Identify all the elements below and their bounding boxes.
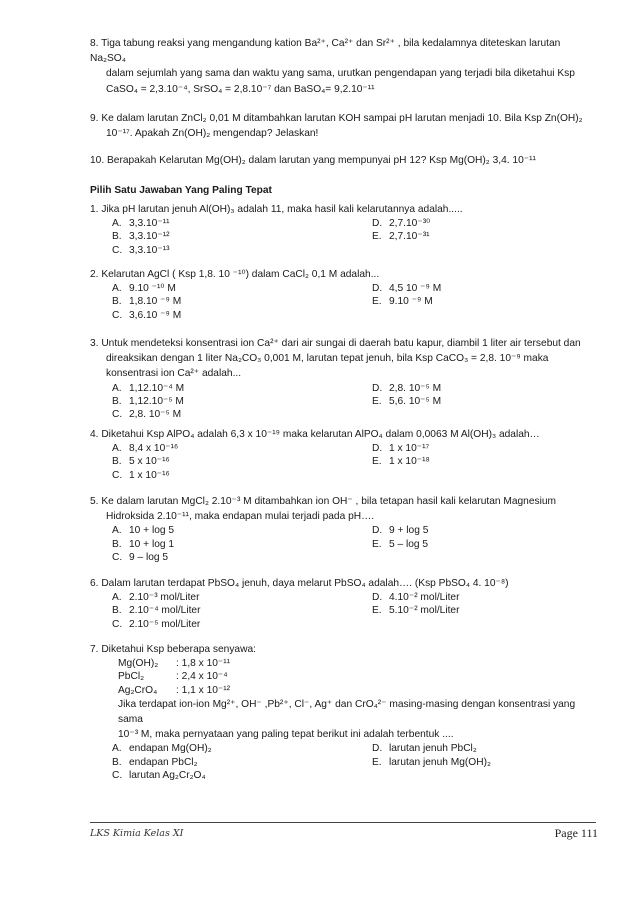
mc-6-stem: 6. Dalam larutan terdapat PbSO₄ jenuh, daya melarut PbSO₄ adalah…. (Ksp PbSO₄ 4. 10⁻⁸) [90, 578, 509, 589]
option-row [90, 295, 596, 308]
option-row [90, 217, 596, 230]
option-row [90, 309, 596, 322]
compound-name: Ag₂CrO₄ [118, 684, 158, 696]
mc-question-4 [90, 427, 596, 482]
option-d: D. 2,8. 10⁻⁵ M [372, 382, 442, 394]
mc-question-1 [90, 202, 596, 257]
option-row [90, 618, 596, 631]
option-b: B. 1,8.10 ⁻⁹ M [112, 296, 182, 308]
option-e: E. 5.10⁻² mol/Liter [372, 605, 460, 617]
option-a: A. 9.10 ⁻¹⁰ M [112, 283, 176, 295]
option-d: D. 9 + log 5 [372, 525, 429, 537]
footer-title: LKS Kimia Kelas XI [90, 828, 184, 839]
option-row [90, 551, 596, 564]
ksp-compound [90, 684, 596, 697]
mc-3-line-1: 3. Untuk mendeteksi konsentrasi ion Ca²⁺ dari air sungai di daerah batu kapur, diambil 1 liter air tersebut dan [90, 338, 581, 349]
compound-name: PbCl₂ [118, 671, 145, 683]
option-b: B. 2.10⁻⁴ mol/Liter [112, 605, 201, 617]
option-d: D. larutan jenuh PbCl₂ [372, 743, 477, 755]
question-8-line-2: dalam sejumlah yang sama dan waktu yang sama, urutkan pengendapan yang terjadi bila diketahui Ksp [106, 68, 575, 80]
option-row [90, 408, 596, 421]
option-c: C. 9 – log 5 [112, 551, 169, 563]
option-row [90, 282, 596, 295]
question-9-line-2: 10⁻¹⁷. Apakah Zn(OH)₂ mengendap? Jelaskan! [106, 128, 319, 140]
option-c: C. 1 x 10⁻¹⁶ [112, 469, 170, 481]
option-c: C. 3,6.10 ⁻⁹ M [112, 309, 182, 321]
option-row [90, 230, 596, 243]
option-row [90, 769, 596, 782]
section-title: Pilih Satu Jawaban Yang Paling Tepat [90, 185, 272, 196]
option-b: B. endapan PbCl₂ [112, 756, 198, 768]
option-a: A. 1,12.10⁻⁴ M [112, 382, 185, 394]
option-row [90, 756, 596, 769]
mc-7-line-a: Jika terdapat ion-ion Mg²⁺, OH⁻ ,Pb²⁺, Cl⁻, Ag⁺ dan CrO₄²⁻ masing-masing dengan konsentrasi yang sama [118, 698, 576, 725]
option-e: E. 1 x 10⁻¹⁸ [372, 456, 430, 468]
option-row [90, 455, 596, 468]
question-9-line-1: 9. Ke dalam larutan ZnCl₂ 0,01 M ditambahkan larutan KOH sampai pH larutan menjadi 10. Bila Ksp Zn(OH)₂ [90, 113, 583, 124]
option-row [90, 524, 596, 537]
option-a: A. 3,3.10⁻¹¹ [112, 218, 170, 230]
option-row [90, 538, 596, 551]
compound-ksp: : 1,1 x 10⁻¹² [176, 684, 231, 696]
option-e: E. 5 – log 5 [372, 538, 429, 550]
mc-question-5 [90, 494, 596, 564]
option-row [90, 382, 596, 395]
option-row [90, 604, 596, 617]
mc-3-line-3: konsentrasi ion Ca²⁺ adalah... [106, 368, 242, 380]
mc-1-stem: 1. Jika pH larutan jenuh Al(OH)₃ adalah 11, maka hasil kali kelarutannya adalah..... [90, 204, 463, 215]
compound-ksp: : 1,8 x 10⁻¹¹ [176, 658, 231, 670]
option-row [90, 442, 596, 455]
option-row [90, 469, 596, 482]
option-e: E. larutan jenuh Mg(OH)₂ [372, 756, 491, 768]
option-c: C. 2.10⁻⁵ mol/Liter [112, 618, 201, 630]
option-c: C. 2,8. 10⁻⁵ M [112, 408, 182, 420]
page-number: Page 111 [554, 826, 598, 840]
mc-3-line-2: direaksikan dengan 1 liter Na₂CO₃ 0,001 M, larutan tepat jenuh, bila Ksp CaCO₃ = 2,8. 10⁻⁹ maka [106, 353, 549, 365]
mc-question-7 [90, 642, 596, 782]
option-d: D. 2,7.10⁻³⁰ [372, 218, 431, 230]
option-row [90, 244, 596, 257]
question-8-line-1: 8. Tiga tabung reaksi yang mengandung kation Ba²⁺, Ca²⁺ dan Sr²⁺ , bila kedalamnya diteteskan larutan Na₂SO₄ [90, 38, 561, 65]
ksp-compound [90, 657, 596, 670]
option-a: A. 10 + log 5 [112, 525, 175, 537]
option-e: E. 9.10 ⁻⁹ M [372, 296, 433, 308]
mc-4-stem: 4. Diketahui Ksp AlPO₄ adalah 6,3 x 10⁻¹⁹ maka kelarutan AlPO₄ dalam 0,0063 M Al(OH)₃ adalah… [90, 429, 540, 440]
option-row [90, 395, 596, 408]
question-8 [90, 36, 596, 97]
option-b: B. 1,12.10⁻⁵ M [112, 395, 184, 407]
option-row [90, 742, 596, 755]
option-a: A. 8,4 x 10⁻¹⁶ [112, 443, 179, 455]
compound-name: Mg(OH)₂ [118, 658, 159, 670]
option-b: B. 3,3.10⁻¹² [112, 231, 170, 243]
mc-question-3 [90, 336, 596, 421]
option-row [90, 591, 596, 604]
question-10 [90, 153, 596, 168]
ksp-compound [90, 670, 596, 683]
footer-divider [90, 822, 596, 823]
option-e: E. 2,7.10⁻³¹ [372, 231, 430, 243]
option-d: D. 4.10⁻² mol/Liter [372, 592, 460, 604]
compound-ksp: : 2,4 x 10⁻⁴ [176, 671, 228, 683]
mc-7-stem: 7. Diketahui Ksp beberapa senyawa: [90, 644, 256, 655]
question-10-text: 10. Berapakah Kelarutan Mg(OH)₂ dalam larutan yang mempunyai pH 12? Ksp Mg(OH)₂ 3,4. 10⁻¹¹ [90, 155, 536, 166]
option-d: D. 4,5 10 ⁻⁹ M [372, 283, 442, 295]
question-9 [90, 111, 596, 141]
option-b: B. 5 x 10⁻¹⁶ [112, 456, 170, 468]
option-a: A. 2.10⁻³ mol/Liter [112, 592, 200, 604]
option-b: B. 10 + log 1 [112, 538, 175, 550]
option-c: C. larutan Ag₂Cr₂O₄ [112, 769, 206, 781]
question-8-line-3: CaSO₄ = 2,3.10⁻⁴, SrSO₄ = 2,8.10⁻⁷ dan BaSO₄= 9,2.10⁻¹¹ [106, 83, 375, 95]
mc-2-stem: 2. Kelarutan AgCl ( Ksp 1,8. 10 ⁻¹⁰) dalam CaCl₂ 0,1 M adalah... [90, 269, 380, 280]
option-a: A. endapan Mg(OH)₂ [112, 743, 212, 755]
mc-7-line-b: 10⁻³ M, maka pernyataan yang paling tepat berikut ini adalah terbentuk .... [118, 729, 454, 741]
mc-question-6 [90, 576, 596, 631]
option-c: C. 3,3.10⁻¹³ [112, 244, 170, 256]
mc-5-line-2: Hidroksida 2.10⁻¹¹, maka endapan mulai terjadi pada pH…. [106, 511, 375, 523]
mc-5-line-1: 5. Ke dalam larutan MgCl₂ 2.10⁻³ M ditambahkan ion OH⁻ , bila tetapan hasil kali kelarutan Magnesium [90, 496, 557, 507]
mc-question-2 [90, 267, 596, 322]
option-e: E. 5,6. 10⁻⁵ M [372, 395, 442, 407]
option-d: D. 1 x 10⁻¹⁷ [372, 443, 430, 455]
